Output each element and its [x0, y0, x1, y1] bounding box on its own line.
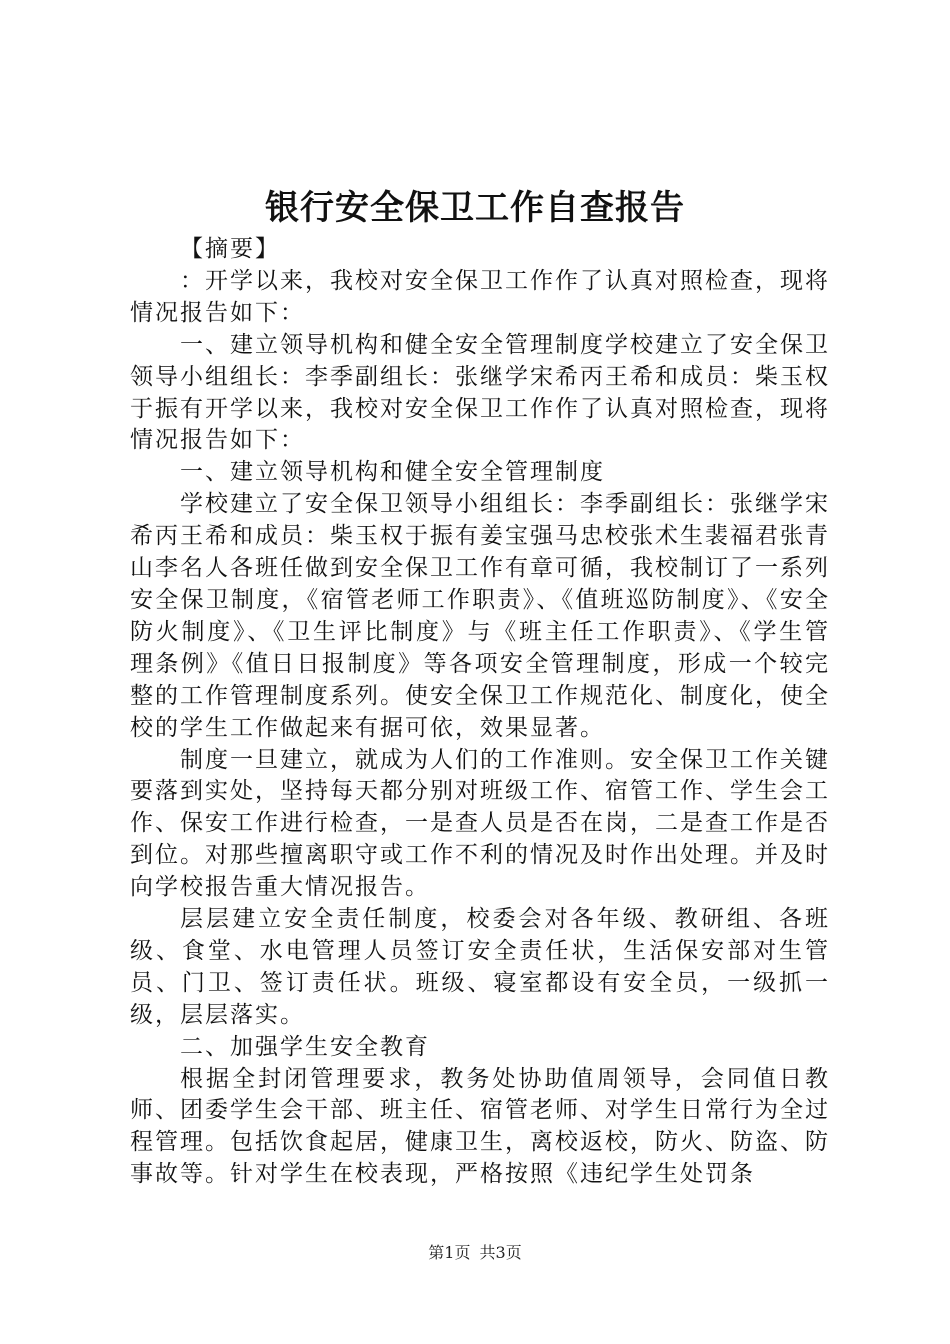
page-number: 第1页: [428, 1243, 471, 1262]
document-body: [130, 234, 830, 1191]
paragraph-implementation: 制度一旦建立，就成为人们的工作准则。安全保卫工作关键要落到实处，坚持每天都分别对班级工作、宿管工作、学生会工作、保安工作进行检查，一是查人员是否在岗，二是查工作是否到位。对那些擅离职守或工作不利的情况及时作出处理。并及时向学校报告重大情况报告。: [130, 746, 830, 901]
section-heading-1: 一、建立领导机构和健全安全管理制度: [180, 459, 605, 486]
section-heading-2: 二、加强学生安全教育: [180, 1033, 430, 1060]
page-total: 共3页: [479, 1243, 522, 1262]
paragraph-responsibility: 层层建立安全责任制度，校委会对各年级、教研组、各班级、食堂、水电管理人员签订安全责任状，生活保安部对生管员、门卫、签订责任状。班级、寝室都设有安全员，一级抓一级，层层落实。: [130, 906, 830, 1028]
abstract-heading: 【摘要】: [180, 236, 280, 262]
paragraph-summary: 一、建立领导机构和健全安全管理制度学校建立了安全保卫领导小组组长：李季副组长：张继学宋希丙王希和成员：柴玉权于振有开学以来，我校对安全保卫工作作了认真对照检查，现将情况报告如下：: [130, 331, 830, 454]
paragraph-education: 根据全封闭管理要求，教务处协助值周领导，会同值日教师、团委学生会干部、班主任、宿管老师、对学生日常行为全过程管理。包括饮食起居，健康卫生，离校返校，防火、防盗、防事故等。针对学生在校表现，严格按照《违纪学生处罚条: [130, 1065, 830, 1188]
paragraph-intro: ：开学以来，我校对安全保卫工作作了认真对照检查，现将情况报告如下：: [130, 267, 830, 326]
page-footer: [0, 1242, 950, 1264]
document-title: 银行安全保卫工作自查报告: [265, 188, 685, 228]
paragraph-leadership: 学校建立了安全保卫领导小组组长：李季副组长：张继学宋希丙王希和成员：柴玉权于振有姜宝强马忠校张术生裴福君张青山李名人各班任做到安全保卫工作有章可循，我校制订了一系列安全保卫制度，《宿管老师工作职责》、《值班巡防制度》、《安全防火制度》、《卫生评比制度》与《班主任工作职责》、《学生管理条例》《值日日报制度》等各项安全管理制度，形成一个较完整的工作管理制度系列。使安全保卫工作规范化、制度化，使全校的学生工作做起来有据可依，效果显著。: [130, 491, 830, 741]
